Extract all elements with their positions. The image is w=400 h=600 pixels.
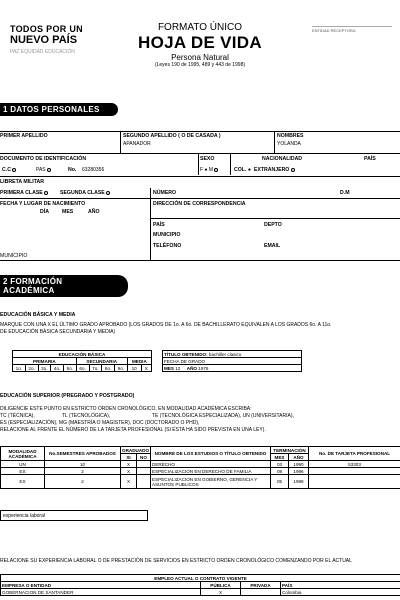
sexo-label: SEXO [200,156,215,162]
divider [0,260,400,261]
superior-l2a: TC (TÉCNICA), [0,413,35,419]
superior-l1: DILIGENCIE ESTE PUNTO EN ESTRICTO ORDEN CRONOLÓGICO, EN MODALIDAD ACADÉMICA ESCRIBA: [0,406,252,412]
media-header: MEDIA [127,358,151,365]
grade-cell[interactable]: 9o. [115,365,128,372]
section-datos-personales: 1 DATOS PERSONALES [0,103,118,116]
basica-text2: DE EDUCACIÓN BÁSICA SECUNDARIA Y MEDIA) [0,329,116,335]
cell-nombre[interactable]: ESPECIALIZACION EN GOBIERNO, GERENCIA Y ASUNTOS PUBLICOS [151,475,271,489]
col-modalidad: MODALIDAD ACADÉMICA [1,447,45,461]
divider [230,153,231,175]
section-formacion: 2 FORMACIÓN ACADÉMICA [0,275,128,297]
nacionalidad-label: NACIONALIDAD [262,156,303,162]
cell-tarjeta[interactable] [309,468,400,475]
empleo-header: EMPLEO ACTUAL O CONTRATO VIGENTE [1,575,400,582]
nacionalidad-options[interactable]: COL. ● EXTRANJERO [234,167,295,173]
logo-sub: PAZ EQUIDAD EDUCACIÓN [10,49,75,55]
cell-tarjeta[interactable] [309,475,400,489]
col-nombre: NOMBRE DE LOS ESTUDIOS O TÍTULO OBTENIDO [151,447,271,461]
titulo-table [162,350,302,372]
col-no: NO [137,454,151,461]
municipio-left-label: MUNICIPIO [0,253,28,259]
grade-cell[interactable]: X [141,365,151,372]
anio-label: AÑO [88,209,100,215]
cell-modalidad[interactable]: ES [1,475,45,489]
cell-semestres[interactable]: 10 [45,461,121,468]
cc-option[interactable]: C.C [2,167,16,173]
grade-cell[interactable]: 3o. [38,365,51,372]
leyes-label: (Leyes 190 de 1995, 489 y 443 de 1998) [154,62,246,68]
cell-tarjeta[interactable]: 53303 [309,461,400,468]
divider [274,131,275,153]
formato-label: FORMATO ÚNICO [157,22,243,33]
divider [150,188,151,198]
superior-l4: RELACIONE AL FRENTE EL NÚMERO DE LA TARJETA PROFESIONAL (SI ÉSTA HA SIDO PREVISTA EN UNA LEY). [0,427,266,433]
cell-modalidad[interactable]: ES [1,468,45,475]
cell-anio[interactable]: 1998 [289,475,309,489]
anio-grado-value[interactable]: 1976 [198,365,209,371]
grade-cell[interactable]: 2o. [25,365,38,372]
cell-anio[interactable]: 1990 [289,461,309,468]
mes-label: MES [62,209,74,215]
municipio-label: MUNICIPIO [153,232,181,238]
table-row [1,468,400,475]
grade-cell[interactable]: 4o. [51,365,64,372]
cc-radio[interactable] [12,168,16,172]
logo-line2: NUEVO PAÍS [10,34,78,46]
logo [10,24,100,55]
superior-l2b: TL (TECNOLÓGICA), [62,413,111,419]
idioma-field[interactable]: experiencia laboral [0,510,148,521]
col-tarjeta: No. DE TARJETA PROFESIONAL [309,447,400,461]
nombres-value[interactable]: YOLANDA [277,141,301,147]
titulo-value[interactable]: bachiller clasico [208,351,242,357]
cell-mes[interactable]: 03 [271,461,289,468]
primer-apellido-label: PRIMER APELLIDO [0,133,48,139]
cell-anio[interactable]: 1996 [289,468,309,475]
empresa-label: EMPRESA O ENTIDAD [1,582,201,589]
table-row [1,461,400,468]
cell-si[interactable]: X [121,461,137,468]
col-semestres: No.SEMESTRES APROBADOS [45,447,121,461]
grade-cell[interactable]: 1o. [13,365,26,372]
numero-label: NÚMERO [153,190,177,196]
superior-title: EDUCACIÓN SUPERIOR (PREGRADO Y POSTGRADO) [0,393,135,399]
pais-label: PAÍS [281,582,400,589]
divider [0,176,400,177]
pas-radio[interactable] [47,168,51,172]
nombres-label: NOMBRES [277,133,304,139]
divider [0,131,400,132]
cell-si[interactable]: X [121,475,137,489]
divider [0,153,400,154]
logo-line1: TODOS POR UN [10,24,83,34]
grade-cell[interactable]: 8o. [102,365,115,372]
pas-option[interactable]: PAS [36,167,51,173]
basica-title: EDUCACIÓN BÁSICA Y MEDIA [0,312,76,318]
empresa-value[interactable]: GOBERNACION DE SANTANDER [1,589,201,596]
col-terminacion: TERMINACIÓN [271,447,309,454]
dm-label: D.M [340,190,350,196]
secundaria-header: SECUNDARIA [76,358,127,365]
direccion-label: DIRECCIÓN DE CORRESPONDENCIA [153,201,246,207]
grade-cell[interactable]: 7o. [89,365,102,372]
divider [0,198,400,199]
cell-semestres[interactable]: 2 [45,475,121,489]
entidad-receptora: ENTIDAD RECEPTORA [312,26,392,33]
persona-label: Persona Natural [171,53,229,62]
grade-cell[interactable]: 5o. [64,365,77,372]
col-graduado: GRADUADO [122,447,150,453]
divider [198,153,199,175]
privada-value[interactable] [241,589,281,596]
titulo-label: TÍTULO OBTENIDO: [164,351,208,357]
superior-l3: ES (ESPECIALIZACIÓN), MG (MAESTRÍA O MAGISTER), DOC (DOCTORADO O PHD), [0,420,200,426]
mes-grado-label: MES [164,365,174,371]
dia-label: DÍA [40,209,49,215]
documento-label: DOCUMENTO DE IDENTIFICACIÓN [0,156,87,162]
depto-label: DEPTO [264,222,282,228]
divider [120,131,121,153]
fecha-grado-label: FECHA DE GRADO [163,358,302,365]
primaria-header: PRIMARIA [13,358,77,365]
cell-no[interactable] [137,461,151,468]
cell-modalidad[interactable]: UN [1,461,45,468]
experiencia-intro: RELACIONE SU EXPERIENCIA LABORAL O DE PRESTACIÓN DE SERVICIOS EN ESTRICTO ORDEN CRONOLÓGICO COMENZANDO POR EL ACTUAL [0,558,352,564]
grade-cell[interactable]: 6o. [76,365,89,372]
cell-mes[interactable]: 05 [271,475,289,489]
pais-label: PAÍS [364,156,376,162]
empleo-table [0,574,400,596]
pais-value[interactable]: Colombia [281,589,400,596]
documento-value[interactable]: 63280356 [82,167,105,173]
educacion-basica-table [12,350,152,372]
segundo-apellido-value[interactable]: APANADOR [123,141,151,147]
segundo-apellido-label: SEGUNDO APELLIDO ( O DE CASADA ) [123,133,221,139]
table-row [1,475,400,489]
title-block [110,22,290,68]
publica-value[interactable]: X [201,589,241,596]
segunda-clase[interactable]: SEGUNDA CLASE [60,190,110,196]
eb-header: EDUCACIÓN BÁSICA [13,351,152,358]
pais2-label: PAÍS [153,222,165,228]
documento-no-label: No. [68,167,77,173]
cell-no[interactable] [137,475,151,489]
cell-nombre[interactable]: DERECHO [151,461,271,468]
cell-nombre[interactable]: ESPECIALIZACION EN DERECHO DE FAMILIA [151,468,271,475]
telefono-label: TELÉFONO [153,243,182,249]
basica-text: MARQUE CON UNA X EL ÚLTIMO GRADO APROBADO (LOS GRADOS DE 1o. A 6o. DE BACHILLERATO EQUIVALEN A LOS GRADOS 6o. A 11o. [0,322,332,328]
mes-grado-value[interactable]: 12 [175,365,181,371]
publica-label: PÚBLICA [201,582,241,589]
col-mes: MES [271,454,289,461]
page-title: HOJA DE VIDA [138,33,262,52]
divider [150,218,400,219]
cell-semestres[interactable]: 2 [45,468,121,475]
col-si: SI [121,454,137,461]
sexo-f[interactable]: F ● M [200,167,218,173]
col-anio: AÑO [289,454,309,461]
libreta-label: LIBRETA MILITAR [0,179,44,185]
grade-cell[interactable]: 10 [127,365,141,372]
superior-table [0,446,400,489]
cell-mes[interactable]: 08 [271,468,289,475]
superior-l2c: TE (TECNOLÓGICA ESPECIALIZADA), UN (UNIVERSITARIA), [152,413,294,419]
cell-no[interactable] [137,468,151,475]
anio-grado-label: AÑO [186,365,197,371]
divider [150,198,151,260]
fecha-nacimiento-label: FECHA Y LUGAR DE NACIMIENTO [0,201,86,207]
primera-clase[interactable]: PRIMERA CLASE [0,190,48,196]
cell-si[interactable]: X [121,468,137,475]
email-label: EMAIL [264,243,281,249]
privada-label: PRIVADA [241,582,281,589]
